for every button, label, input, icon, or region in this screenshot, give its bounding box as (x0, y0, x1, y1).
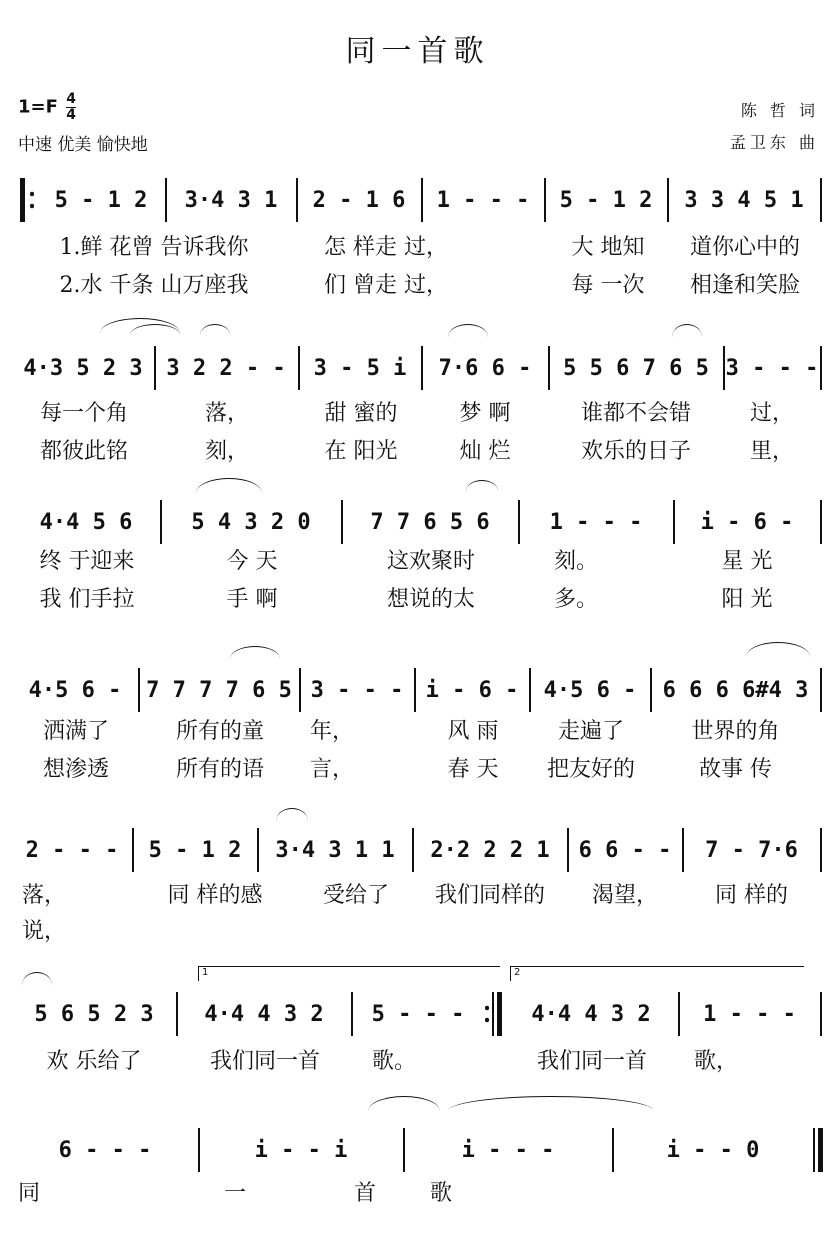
lyric-segment: 过， (749, 400, 794, 426)
measure: 7 7 6 5 6 (370, 509, 490, 535)
barline (820, 668, 822, 712)
measure: 6 6 6 6#4 3 (662, 677, 809, 703)
lyric-segment: 洒满了 (42, 718, 109, 744)
measure: 2 - 1 6 (312, 187, 406, 213)
lyrics-verse-1 (0, 542, 835, 576)
notes-row (0, 984, 835, 1044)
lyrics-verse-1 (0, 228, 835, 262)
lyric-segment: 阳 光 (721, 586, 773, 612)
lyric-segment: 歌 (429, 1180, 452, 1206)
lyric-segment: 我们同一首 (536, 1048, 647, 1074)
lyric-segment: 手 啊 (226, 586, 278, 612)
barline (299, 668, 301, 712)
lyric-segment: 想渗透 (42, 756, 109, 782)
lyric-segment: 想说的太 (386, 586, 475, 612)
lyric-segment: 欢 乐给了 (46, 1048, 142, 1074)
second-ending-bracket (510, 966, 804, 981)
barline (138, 668, 140, 712)
score-system-3 (0, 492, 835, 632)
song-title: 同一首歌 (345, 34, 490, 69)
lyric-segment: 首 (353, 1180, 376, 1206)
lyric-segment: 甜 蜜的 (324, 400, 398, 426)
score-system-1 (0, 170, 835, 310)
lyric-segment: 所有的童 (175, 718, 264, 744)
measure: i - - i (254, 1137, 348, 1163)
volta-2-label: 2 (514, 967, 521, 978)
repeat-end-barline (497, 992, 502, 1036)
barline (414, 668, 416, 712)
lyric-segment: 灿 烂 (459, 438, 511, 464)
lyric-segment: 言， (309, 756, 354, 782)
measure: 5 - - - (371, 1001, 465, 1027)
lyric-segment: 我 们手拉 (39, 586, 135, 612)
lyric-segment: 落， (204, 400, 249, 426)
lyric-segment: 刻。 (553, 548, 598, 574)
measure: 5 - 1 2 (54, 187, 148, 213)
lyric-segment: 落， (21, 882, 66, 908)
measure: 7 7 7 7 6 5 (146, 677, 292, 703)
slur (230, 646, 280, 659)
measure: 3 - 5 i (313, 355, 407, 381)
barline (813, 1128, 815, 1172)
measure: i - - - (461, 1137, 555, 1163)
measure: 4·3 5 2 3 (23, 355, 143, 381)
barline (820, 178, 822, 222)
barline (403, 1128, 405, 1172)
measure: 3 - - - (310, 677, 404, 703)
barline (351, 992, 353, 1036)
barline (820, 346, 822, 390)
lyric-segment: 说， (21, 918, 66, 944)
measure: 3 3 4 5 1 (684, 187, 804, 213)
lyric-segment: 刻， (204, 438, 249, 464)
barline (154, 346, 156, 390)
barline (165, 178, 167, 222)
lyric-segment: 同 (17, 1180, 40, 1206)
lyric-segment: 今 天 (226, 548, 278, 574)
barline (421, 178, 423, 222)
measure: 1 - - - (703, 1001, 796, 1027)
barline (296, 178, 298, 222)
lyric-segment: 们 曾走 过， (324, 272, 448, 298)
lyric-segment: 我们同样的 (434, 882, 545, 908)
key-signature (18, 92, 76, 123)
measure: 5 - 1 2 (559, 187, 653, 213)
lyrics-verse-2 (0, 266, 835, 300)
measure: 5 - 1 2 (148, 837, 242, 863)
lyric-segment: 风 雨 (447, 718, 499, 744)
slur (448, 324, 488, 337)
lyric-segment: 所有的语 (175, 756, 264, 782)
measure: 3·4 3 1 (184, 187, 278, 213)
measure: 3 - - - (725, 355, 819, 381)
notes-row (0, 170, 835, 230)
lyric-segment: 每一个角 (39, 400, 128, 426)
barline (198, 1128, 200, 1172)
barline (820, 828, 822, 872)
measure: 4·5 6 - (28, 677, 122, 703)
barline (820, 992, 822, 1036)
lyric-segment: 歌， (693, 1048, 738, 1074)
lyric-segment: 终 于迎来 (39, 548, 135, 574)
barline (612, 1128, 614, 1172)
meter-top: 4 (66, 91, 76, 107)
measure: 7 - 7·6 (705, 837, 798, 863)
lyrics-verse-1 (0, 712, 835, 746)
slur (196, 478, 262, 493)
measure: 5 5 6 7 6 5 (563, 355, 709, 381)
barline (518, 500, 520, 544)
barline (257, 828, 259, 872)
lyrics-verse-2 (0, 750, 835, 784)
barline (678, 992, 680, 1036)
barline (567, 828, 569, 872)
first-ending-bracket (198, 966, 500, 981)
barline (820, 500, 822, 544)
notes-row (0, 338, 835, 398)
barline (298, 346, 300, 390)
meter-bottom: 4 (66, 107, 76, 123)
slur (200, 324, 230, 335)
lyrics-verse-1 (0, 876, 835, 910)
lyric-segment: 年， (309, 718, 354, 744)
measure: 4·4 4 3 2 (531, 1001, 651, 1027)
repeat-start-barline (20, 178, 25, 222)
lyric-segment: 同 样的 (715, 882, 788, 908)
score-system-5 (0, 820, 835, 960)
measure: 2·2 2 2 1 (430, 837, 550, 863)
barline (529, 668, 531, 712)
volta-1-label: 1 (202, 967, 209, 978)
lyric-segment: 同 样的感 (167, 882, 263, 908)
lyric-segment: 1.鲜 花曾 告诉我你 (59, 234, 249, 260)
lyric-segment: 走遍了 (557, 718, 624, 744)
lyrics-verse-2 (0, 912, 835, 946)
lyrics-verse-2 (0, 580, 835, 614)
barline (667, 178, 669, 222)
lyric-segment: 把友好的 (546, 756, 635, 782)
lyrics-verse-1 (0, 394, 835, 428)
time-signature (66, 92, 76, 123)
measure: 4·4 4 3 2 (204, 1001, 324, 1027)
measure: 4·5 6 - (543, 677, 637, 703)
measure: 3 2 2 - - (166, 355, 286, 381)
lyrics-verse-2 (0, 432, 835, 466)
measure: i - 6 - (700, 509, 794, 535)
barline (160, 500, 162, 544)
repeat-dots (30, 188, 34, 212)
barline (673, 500, 675, 544)
final-barline (818, 1128, 823, 1172)
barline (682, 828, 684, 872)
notes-row (0, 1120, 835, 1180)
measure: i - 6 - (425, 677, 519, 703)
score-system-7 (0, 1120, 835, 1260)
measure: 6 - - - (58, 1137, 152, 1163)
lyric-segment: 每 一次 (571, 272, 645, 298)
lyrics-verse-1 (0, 1174, 835, 1208)
key-label: 1=F (18, 96, 58, 118)
slur (746, 642, 810, 657)
lyric-segment: 里， (749, 438, 794, 464)
lyric-segment: 相逢和笑脸 (689, 272, 800, 298)
lyric-segment: 这欢聚时 (386, 548, 475, 574)
lyric-segment: 梦 啊 (459, 400, 511, 426)
barline (176, 992, 178, 1036)
lyric-segment: 故事 传 (699, 756, 772, 782)
repeat-dots (485, 1002, 489, 1026)
lyric-segment: 歌。 (371, 1048, 416, 1074)
barline (421, 346, 423, 390)
lyric-segment: 星 光 (721, 548, 773, 574)
measure: i - - 0 (666, 1137, 760, 1163)
lyric-segment: 大 地知 (571, 234, 645, 260)
lyric-segment: 2.水 千条 山万座我 (59, 272, 249, 298)
lyric-segment: 一 (223, 1180, 246, 1206)
lyric-segment: 都彼此铭 (39, 438, 128, 464)
lyric-segment: 多。 (553, 586, 598, 612)
measure: 1 - - - (436, 187, 530, 213)
lyricist-credit: 陈 哲 词 (740, 101, 819, 120)
tempo-marking: 中速 优美 愉快地 (18, 135, 148, 155)
slur (672, 324, 702, 337)
lyric-segment: 道你心中的 (689, 234, 800, 260)
lyric-segment: 受给了 (322, 882, 389, 908)
measure: 4·4 5 6 (39, 509, 133, 535)
measure: 2 - - - (25, 837, 119, 863)
lyrics-verse-1 (0, 1042, 835, 1076)
barline (341, 500, 343, 544)
barline (412, 828, 414, 872)
barline (548, 346, 550, 390)
measure: 5 4 3 2 0 (191, 509, 311, 535)
measure: 6 6 - - (578, 837, 672, 863)
lyric-segment: 欢乐的日子 (580, 438, 691, 464)
lyric-segment: 我们同一首 (209, 1048, 320, 1074)
barline (492, 992, 494, 1036)
lyric-segment: 怎 样走 过， (324, 234, 448, 260)
score-system-2 (0, 338, 835, 478)
measure: 5 6 5 2 3 (34, 1001, 154, 1027)
lyric-segment: 世界的角 (691, 718, 780, 744)
lyric-segment: 谁都不会错 (580, 400, 691, 426)
lyric-segment: 春 天 (447, 756, 499, 782)
barline (132, 828, 134, 872)
slur (466, 480, 498, 491)
measure: 3·4 3 1 1 (275, 837, 395, 863)
measure: 7·6 6 - (438, 355, 532, 381)
notes-row (0, 660, 835, 720)
notes-row (0, 820, 835, 880)
composer-credit: 孟卫东 曲 (729, 133, 819, 152)
score-system-4 (0, 660, 835, 800)
measure: 1 - - - (549, 509, 643, 535)
barline (650, 668, 652, 712)
barline (544, 178, 546, 222)
lyric-segment: 在 阳光 (324, 438, 398, 464)
lyric-segment: 渴望， (591, 882, 658, 908)
